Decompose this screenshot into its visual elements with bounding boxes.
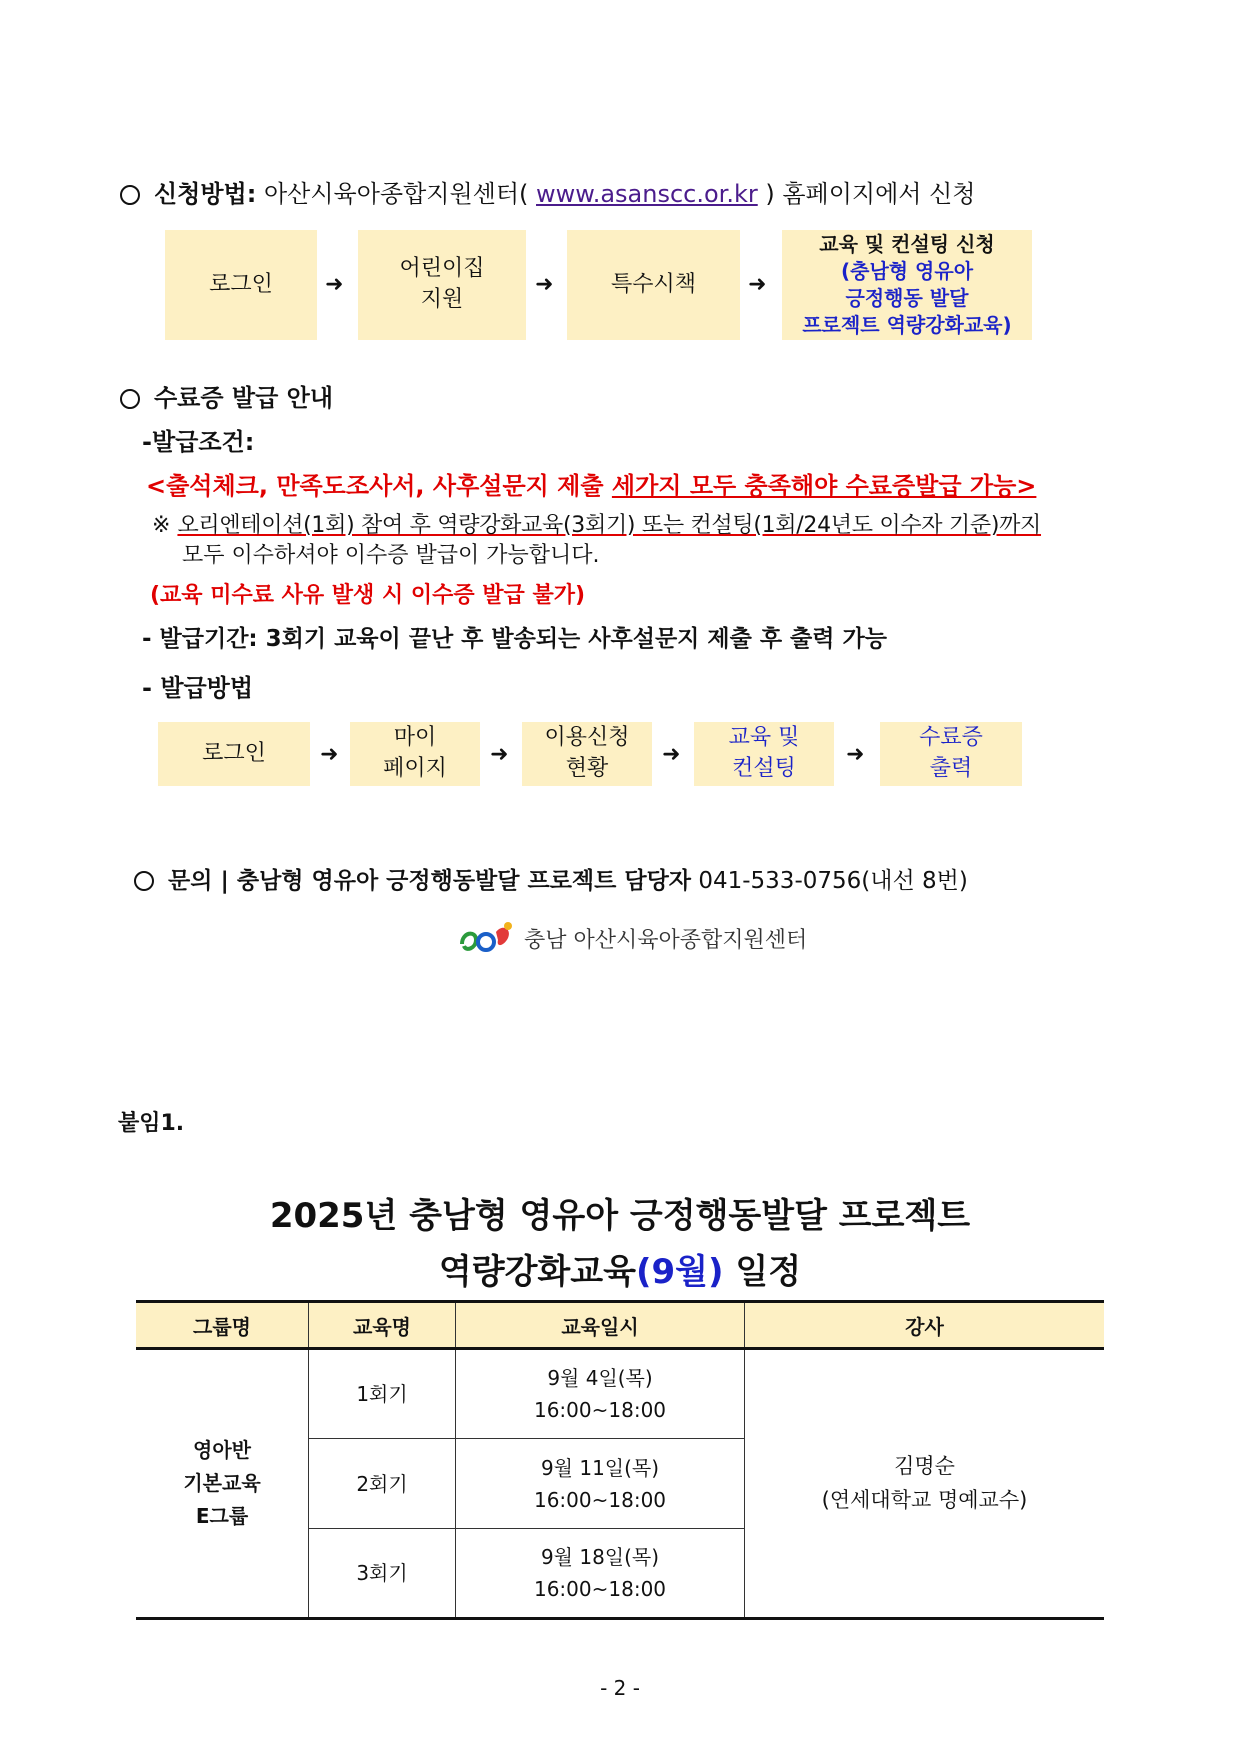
- instructor-cell: [745, 1349, 1105, 1619]
- center-logo-text: 충남 아산시육아종합지원센터: [524, 927, 808, 953]
- cert-note-line1: [152, 508, 1041, 539]
- header-course: 교육명: [309, 1302, 456, 1349]
- group-cell: [136, 1349, 309, 1619]
- schedule-title-part-a: 역량강화교육: [438, 1252, 636, 1292]
- homepage-link[interactable]: www.asanscc.or.kr: [536, 180, 758, 208]
- circle-bullet-icon: [120, 185, 140, 205]
- time-text: 16:00~18:00: [533, 1487, 667, 1512]
- cert-condition-text: [146, 466, 1036, 501]
- apply-step-daycare: [358, 230, 526, 340]
- apply-text-before: 아산시육아종합지원센터(: [263, 180, 529, 208]
- apply-final-line2: 긍정행동 발달: [845, 286, 969, 310]
- cert-step-login: [158, 722, 310, 786]
- circle-bullet-icon: [120, 389, 140, 409]
- table-row: [136, 1349, 1104, 1439]
- instructor-title: (연세대학교 명예교수): [821, 1487, 1028, 1512]
- cert-step-login-label: 로그인: [202, 740, 266, 766]
- datetime-cell: [456, 1439, 745, 1529]
- cert-condition-part2: 세가지 모두 충족해야 수료증발급 가능>: [611, 472, 1037, 500]
- apply-step-daycare-line1: 어린이집: [399, 256, 485, 282]
- session-cell: 1회기: [309, 1349, 456, 1439]
- header-group: 그룹명: [136, 1302, 309, 1349]
- header-datetime: 교육일시: [456, 1302, 745, 1349]
- contact-line: [134, 862, 968, 895]
- apply-final-line1: (충남형 영유아: [840, 259, 974, 283]
- apply-step-login: [165, 230, 317, 340]
- cert-step-print-line1: 수료증: [919, 725, 983, 751]
- cert-step-status-line2: 현황: [565, 756, 609, 781]
- cert-period: - 발급기간: 3회기 교육이 끝난 후 발송되는 사후설문지 제출 후 출력 가능: [142, 626, 887, 652]
- arrow-right-icon: ➜: [325, 272, 344, 297]
- contact-label: 문의 | 충남형 영유아 긍정행동발달 프로젝트 담당자: [168, 868, 692, 894]
- datetime-cell: [456, 1349, 745, 1439]
- apply-step-special-label: 특수시책: [610, 271, 696, 297]
- cert-note-red: (교육 미수료 사유 발생 시 이수증 발급 불가): [150, 583, 586, 608]
- schedule-title-line1: 2025년 충남형 영유아 긍정행동발달 프로젝트: [269, 1196, 971, 1236]
- group-line1: 영아반: [193, 1438, 251, 1462]
- schedule-title-part-c: 일정: [723, 1252, 802, 1292]
- session-cell: 3회기: [309, 1529, 456, 1619]
- arrow-right-icon: ➜: [535, 272, 554, 297]
- cert-step-print: [880, 722, 1022, 786]
- center-logo-icon: [458, 918, 516, 958]
- cert-step-education-line2: 컨설팅: [732, 756, 796, 781]
- cert-step-status-line1: 이용신청: [544, 725, 630, 751]
- arrow-right-icon: ➜: [748, 272, 767, 297]
- header-instructor: 강사: [745, 1302, 1105, 1349]
- arrow-right-icon: ➜: [490, 742, 509, 767]
- arrow-right-icon: ➜: [846, 742, 865, 767]
- datetime-cell: [456, 1529, 745, 1619]
- cert-step-print-line2: 출력: [929, 756, 973, 781]
- cert-heading: [120, 378, 333, 413]
- cert-heading-text: 수료증 발급 안내: [154, 384, 333, 412]
- time-text: 16:00~18:00: [533, 1577, 667, 1601]
- apply-label: 신청방법:: [154, 180, 257, 208]
- apply-step-login-label: 로그인: [209, 271, 273, 297]
- cert-method: - 발급방법: [142, 674, 254, 702]
- date-text: 9월 11일(목): [540, 1455, 660, 1480]
- group-line2: 기본교육: [183, 1471, 261, 1495]
- table-header-row: [136, 1302, 1104, 1349]
- cert-condition-part1: <출석체크, 만족도조사서, 사후설문지 제출: [146, 472, 612, 500]
- apply-final-line3: 프로젝트 역량강화교육): [802, 313, 1012, 337]
- date-text: 9월 18일(목): [540, 1545, 660, 1569]
- session-cell: 2회기: [309, 1439, 456, 1529]
- schedule-title-month: (9월): [635, 1252, 724, 1292]
- note-mark-icon: ※: [152, 513, 171, 538]
- apply-line: [120, 174, 975, 209]
- group-line3: E그룹: [195, 1504, 249, 1528]
- contact-phone: 041-533-0756(내선 8번): [698, 868, 968, 894]
- apply-step-special: [567, 230, 740, 340]
- cert-condition-label: -발급조건:: [142, 428, 255, 456]
- circle-bullet-icon: [134, 871, 154, 891]
- cert-note-line2: 모두 이수하셔야 이수증 발급이 가능합니다.: [182, 543, 600, 568]
- schedule-table: [136, 1300, 1104, 1620]
- arrow-right-icon: ➜: [320, 742, 339, 767]
- cert-step-education: [694, 722, 834, 786]
- apply-text-after: ) 홈페이지에서 신청: [765, 180, 976, 208]
- date-text: 9월 4일(목): [547, 1366, 653, 1390]
- center-logo: [458, 918, 807, 958]
- cert-step-mypage-line2: 페이지: [383, 756, 447, 781]
- cert-step-status: [522, 722, 652, 786]
- instructor-name: 김명순: [894, 1453, 955, 1478]
- apply-final-title: 교육 및 컨설팅 신청: [819, 232, 995, 256]
- cert-step-education-line1: 교육 및: [728, 725, 800, 751]
- apply-step-daycare-line2: 지원: [420, 287, 464, 312]
- schedule-title-line2: [0, 1244, 1240, 1293]
- apply-step-final: [782, 230, 1032, 340]
- cert-step-mypage: [350, 722, 480, 786]
- attachment-label: 붙임1.: [118, 1111, 185, 1136]
- cert-step-mypage-line1: 마이: [393, 725, 437, 751]
- page-number: - 2 -: [600, 1676, 640, 1700]
- cert-note-text1: 오리엔테이션(1회) 참여 후 역량강화교육(3회기) 또는 컨설팅(1회/24년도 이수자 기준)까지: [177, 513, 1042, 538]
- time-text: 16:00~18:00: [533, 1398, 667, 1422]
- arrow-right-icon: ➜: [662, 742, 681, 767]
